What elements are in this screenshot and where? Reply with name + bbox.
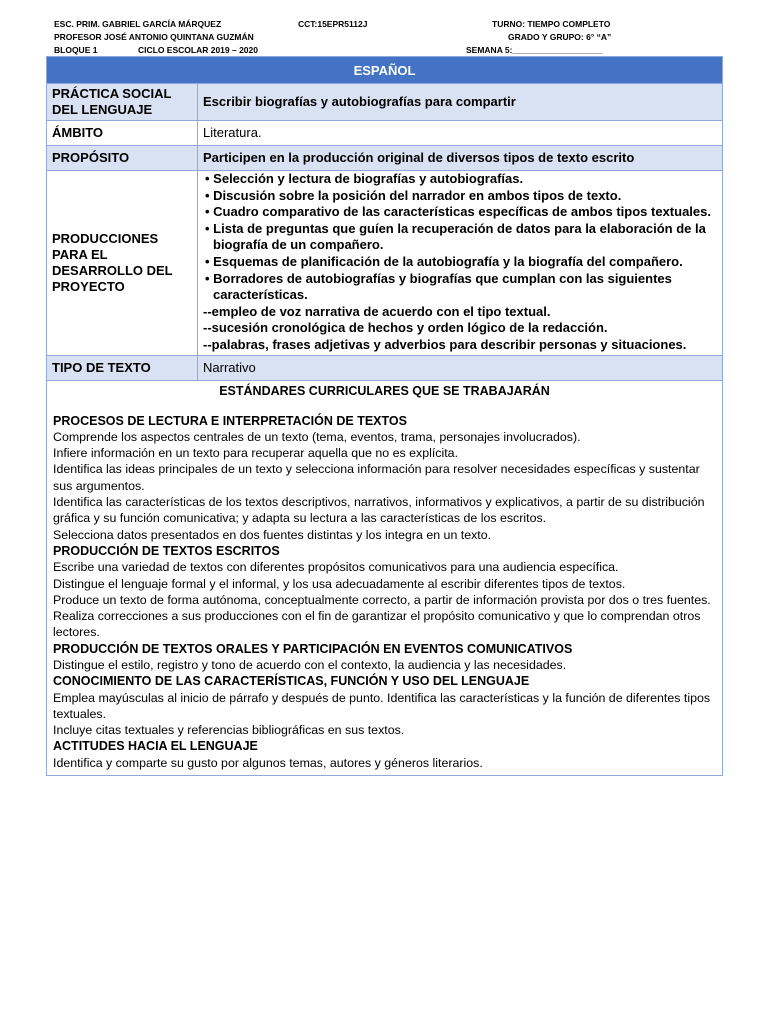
practica-label: PRÁCTICA SOCIAL DEL LENGUAJE — [47, 84, 198, 121]
teacher-name: PROFESOR JOSÉ ANTONIO QUINTANA GUZMÁN — [54, 32, 254, 42]
school-name: ESC. PRIM. GABRIEL GARCÍA MÁRQUEZ — [54, 19, 222, 29]
standards-line: Produce un texto de forma autónoma, conceptualmente correcto, a partir de información provista por dos o tres fuentes. — [53, 592, 711, 607]
standards-heading: PRODUCCIÓN DE TEXTOS ORALES Y PARTICIPACIÓN EN EVENTOS COMUNICATIVOS — [53, 641, 573, 656]
standards-line: Identifica las ideas principales de un texto y selecciona información para resolver necesidades específicas y sustentar sus argumentos. — [53, 462, 700, 493]
producciones-value — [198, 171, 723, 356]
standards-line: Emplea mayúsculas al inicio de párrafo y después de punto. Identifica las características y la función de diferentes tipos textuales. — [53, 690, 711, 721]
producciones-item: • Esquemas de planificación de la autobiografía y la biografía del compañero. — [205, 253, 683, 269]
row-tipo — [47, 355, 723, 380]
row-proposito — [47, 146, 723, 171]
bloque: BLOQUE 1 — [54, 45, 98, 55]
standards-heading: PROCESOS DE LECTURA E INTERPRETACIÓN DE TEXTOS — [53, 413, 407, 428]
standards-line: Realiza correcciones a sus producciones con el fin de garantizar el propósito comunicativo y que lo comprendan otros lectores. — [53, 609, 701, 640]
producciones-item: • Discusión sobre la posición del narrador en ambos tipos de texto. — [205, 187, 622, 203]
standards-line: Distingue el lenguaje formal y el informal, y los usa adecuadamente al escribir diferentes tipos de textos. — [53, 576, 626, 591]
standards-line: Incluye citas textuales y referencias bibliográficas en sus textos. — [53, 723, 405, 738]
proposito-value: Participen en la producción original de diversos tipos de texto escrito — [198, 146, 723, 171]
table-title: ESPAÑOL — [47, 57, 723, 84]
producciones-criterion: --empleo de voz narrativa de acuerdo con el tipo textual. — [203, 303, 551, 319]
standards-title: ESTÁNDARES CURRICULARES QUE SE TRABAJARÁN — [219, 383, 550, 398]
producciones-item: • Cuadro comparativo de las características específicas de ambos tipos textuales. — [205, 204, 711, 220]
document-header — [50, 18, 730, 58]
standards-line: Escribe una variedad de textos con diferentes propósitos comunicativos para una audiencia específica. — [53, 560, 619, 575]
producciones-label: PRODUCCIONES PARA EL DESARROLLO DEL PROYECTO — [47, 171, 198, 356]
semana: SEMANA 5:___________________ — [466, 45, 603, 55]
ambito-label: ÁMBITO — [47, 121, 198, 146]
producciones-criterion: --sucesión cronológica de hechos y orden lógico de la redacción. — [203, 320, 608, 336]
standards-heading: CONOCIMIENTO DE LAS CARACTERÍSTICAS, FUNCIÓN Y USO DEL LENGUAJE — [53, 674, 530, 689]
tipo-label: TIPO DE TEXTO — [47, 355, 198, 380]
cct-code: CCT:15EPR5112J — [298, 19, 368, 29]
standards-line: Comprende los aspectos centrales de un texto (tema, eventos, trama, personajes involucrados). — [53, 429, 581, 444]
producciones-item: • Lista de preguntas que guíen la recuperación de datos para la elaboración de la biografía de un compañero. — [205, 220, 706, 253]
grado-grupo: GRADO Y GRUPO: 6° “A” — [508, 32, 612, 42]
standards-cell — [47, 380, 723, 776]
row-ambito — [47, 121, 723, 146]
standards-line: Identifica y comparte su gusto por algunos temas, autores y géneros literarios. — [53, 755, 483, 770]
row-producciones — [47, 171, 723, 356]
ciclo-escolar: CICLO ESCOLAR 2019 – 2020 — [138, 45, 258, 55]
practica-value: Escribir biografías y autobiografías para compartir — [198, 84, 723, 121]
producciones-criterion: --palabras, frases adjetivas y adverbios para describir personas y situaciones. — [203, 336, 687, 352]
planning-table — [46, 56, 723, 776]
standards-line: Selecciona datos presentados en dos fuentes distintas y los integra en un texto. — [53, 527, 492, 542]
producciones-item: • Borradores de autobiografías y biografías que cumplan con las siguientes características. — [205, 270, 672, 303]
standards-line: Infiere información en un texto para recuperar aquella que no es explícita. — [53, 446, 459, 461]
producciones-item: • Selección y lectura de biografías y autobiografías. — [205, 171, 524, 186]
row-practica — [47, 84, 723, 121]
producciones-list — [203, 171, 717, 354]
turno: TURNO: TIEMPO COMPLETO — [492, 19, 611, 29]
row-standards — [47, 380, 723, 776]
proposito-label: PROPÓSITO — [47, 146, 198, 171]
ambito-value: Literatura. — [198, 121, 723, 146]
standards-line: Identifica las características de los textos descriptivos, narrativos, informativos y explicativos, a partir de su distribución gráfica y su función comunicativa; y adapta su lectura a las características de los escritos. — [53, 495, 705, 526]
standards-heading: PRODUCCIÓN DE TEXTOS ESCRITOS — [53, 543, 280, 558]
standards-heading: ACTITUDES HACIA EL LENGUAJE — [53, 739, 258, 754]
tipo-value: Narrativo — [198, 355, 723, 380]
standards-line: Distingue el estilo, registro y tono de acuerdo con el contexto, la audiencia y las necesidades. — [53, 657, 567, 672]
